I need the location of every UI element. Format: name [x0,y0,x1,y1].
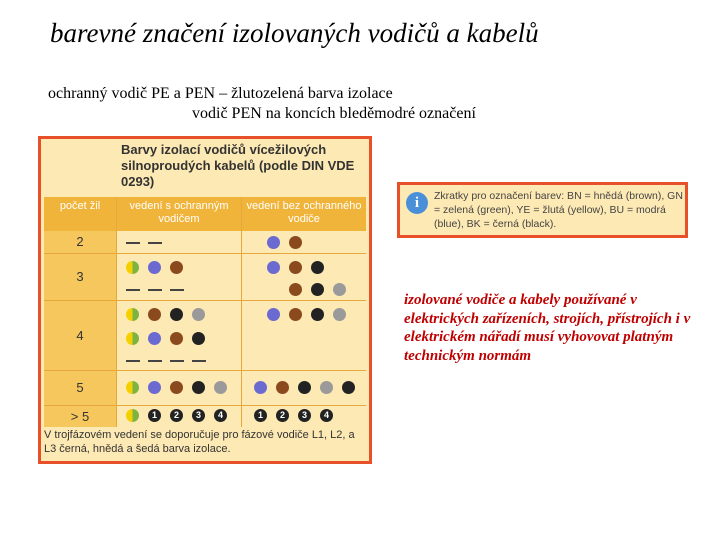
blue-conductor-dot [148,332,161,345]
brown-conductor-dot [289,308,302,321]
brown-conductor-dot [276,381,289,394]
numbered-conductor-dot: 3 [298,409,311,422]
blue-conductor-dot [267,261,280,274]
color-code-table [44,197,366,427]
abbreviations-text: Zkratky pro označení barev: BN = hnědá (brown), GN = zelená (green), YE = žlutá (yellow), BU = modrá (blue), BK = černá (black). [434,190,683,230]
numbered-conductor-dot: 2 [276,409,289,422]
col-header-with-pe: vedení s ochranným vodičem [117,197,241,231]
numbered-conductor-dot: 1 [148,409,161,422]
row-label-more-than-5: > 5 [44,406,116,427]
grey-conductor-dot [333,283,346,296]
dash-mark [126,360,140,362]
blue-conductor-dot [267,236,280,249]
dash-mark [148,289,162,291]
col-header-count: počet žil [44,197,116,231]
pe-conductor-dot [126,409,139,422]
numbered-conductor-dot: 4 [214,409,227,422]
numbered-conductor-dot: 2 [170,409,183,422]
dash-mark [148,360,162,362]
color-code-table-image [38,136,372,464]
pen-conductor-text: vodič PEN na koncích bleděmodré označení [192,105,476,122]
black-conductor-dot [192,381,205,394]
brown-conductor-dot [170,332,183,345]
pe-conductor-dot [126,261,139,274]
dash-mark [170,360,184,362]
black-conductor-dot [311,283,324,296]
black-conductor-dot [170,308,183,321]
pe-conductor-dot [126,332,139,345]
protective-conductor-text: ochranný vodič PE a PEN – žlutozelená barva izolace [48,85,393,102]
dash-mark [170,289,184,291]
blue-conductor-dot [254,381,267,394]
brown-conductor-dot [170,381,183,394]
brown-conductor-dot [170,261,183,274]
numbered-conductor-dot: 4 [320,409,333,422]
black-conductor-dot [311,308,324,321]
info-icon: i [406,192,428,214]
blue-conductor-dot [148,381,161,394]
table-title: Barvy izolací vodičů vícežilových silnoproudých kabelů (podle DIN VDE 0293) [121,142,355,189]
pe-conductor-dot [126,308,139,321]
dash-mark [126,242,140,244]
row-label-3: 3 [44,254,116,300]
table-footer-note: V trojfázovém vedení se doporučuje pro fázové vodiče L1, L2, a L3 černá, hnědá a šedá barva izolace. [44,429,355,455]
black-conductor-dot [342,381,355,394]
grey-conductor-dot [320,381,333,394]
brown-conductor-dot [289,236,302,249]
numbered-conductor-dot: 3 [192,409,205,422]
black-conductor-dot [192,332,205,345]
slide-title: barevné značení izolovaných vodičů a kabelů [50,18,539,48]
col-header-without-pe: vedení bez ochranného vodiče [242,197,366,231]
blue-conductor-dot [148,261,161,274]
numbered-conductor-dot: 1 [254,409,267,422]
row-label-2: 2 [44,231,116,253]
brown-conductor-dot [289,261,302,274]
grey-conductor-dot [214,381,227,394]
standards-note: izolované vodiče a kabely používané v elektrických zařízeních, strojích, přístrojích i v elektrickém nářadí musí vyhovovat platným technickým normám [404,292,691,364]
blue-conductor-dot [267,308,280,321]
grey-conductor-dot [333,308,346,321]
black-conductor-dot [298,381,311,394]
dash-mark [126,289,140,291]
brown-conductor-dot [148,308,161,321]
dash-mark [192,360,206,362]
row-label-4: 4 [44,301,116,370]
row-label-5: 5 [44,371,116,405]
pe-conductor-dot [126,381,139,394]
grey-conductor-dot [192,308,205,321]
brown-conductor-dot [289,283,302,296]
table-header [41,139,369,197]
dash-mark [148,242,162,244]
abbreviations-info-box [397,182,688,238]
black-conductor-dot [311,261,324,274]
